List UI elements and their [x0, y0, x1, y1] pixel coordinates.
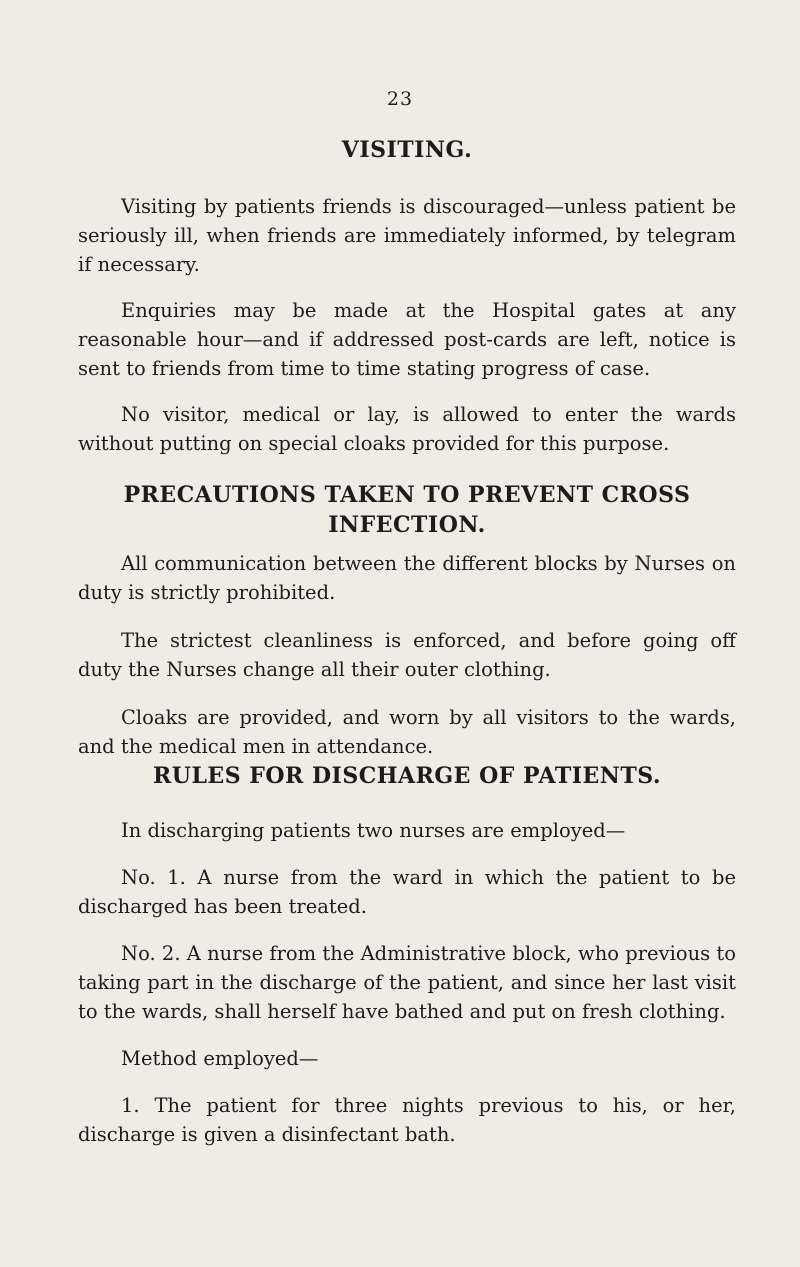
page-number: 23	[386, 88, 414, 110]
paragraph: All communication between the different blocks by Nurses on duty is strictly prohibited.	[78, 552, 736, 604]
section-visiting	[78, 192, 736, 458]
paragraph: Cloaks are provided, and worn by all visitors to the wards, and the medical men in attendance.	[78, 706, 736, 758]
paragraph: The strictest cleanliness is enforced, and before going off duty the Nurses change all their outer clothing.	[78, 629, 736, 681]
paragraph: Enquiries may be made at the Hospital gates at any reasonable hour—and if addressed post-cards are left, notice is sent to friends from time to time stating progress of case.	[78, 299, 736, 380]
heading-discharge-rules: RULES FOR DISCHARGE OF PATIENTS.	[152, 763, 662, 789]
heading-visiting: VISITING.	[341, 137, 473, 163]
paragraph: No. 1. A nurse from the ward in which the patient to be discharged has been treated.	[78, 866, 736, 918]
paragraph: No visitor, medical or lay, is allowed to enter the wards without putting on special cloaks provided for this purpose.	[78, 403, 736, 455]
paragraph: In discharging patients two nurses are employed—	[121, 819, 626, 842]
paragraph: Method employed—	[121, 1047, 319, 1070]
heading-precautions: PRECAUTIONS TAKEN TO PREVENT CROSS INFECTION.	[123, 482, 691, 538]
section-discharge-rules	[78, 816, 736, 1149]
paragraph: No. 2. A nurse from the Administrative block, who previous to taking part in the discharge of the patient, and since her last visit to the wards, shall herself have bathed and put on fresh clothing.	[78, 942, 736, 1023]
paragraph: 1. The patient for three nights previous to his, or her, discharge is given a disinfectant bath.	[78, 1094, 736, 1146]
paragraph: Visiting by patients friends is discouraged—unless patient be seriously ill, when friends are immediately informed, by telegram if necessary.	[78, 195, 736, 276]
section-precautions	[78, 549, 736, 761]
